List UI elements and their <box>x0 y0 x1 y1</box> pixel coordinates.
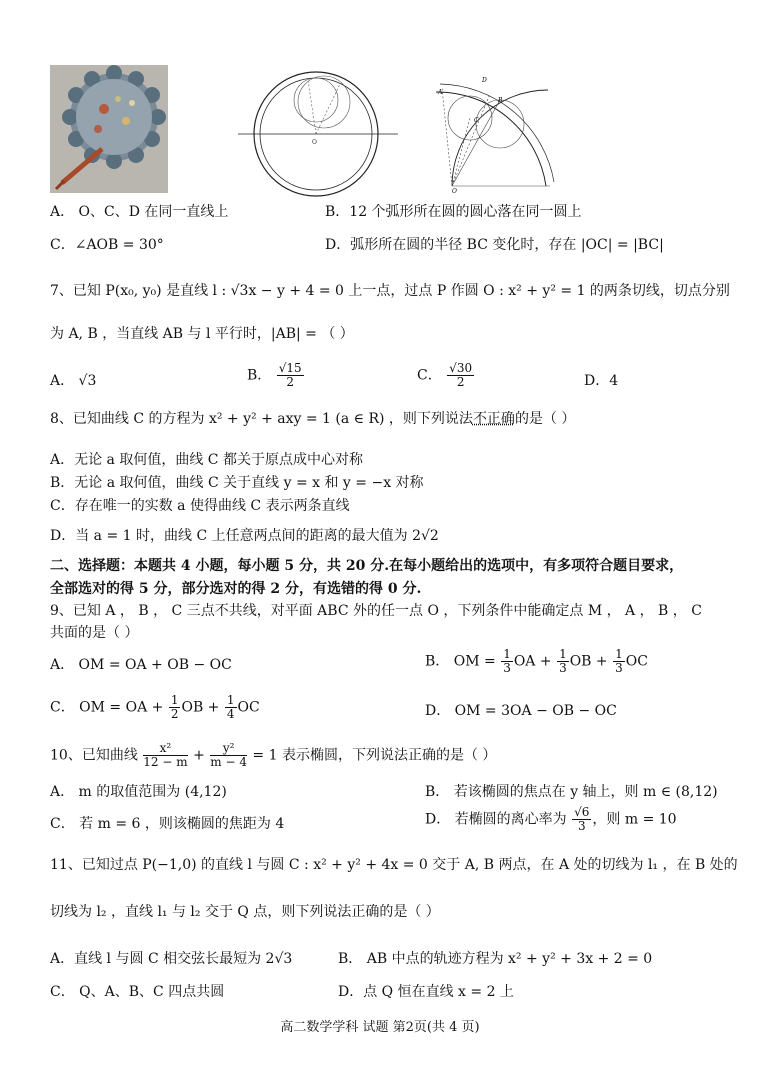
q9-option-a: A． OM = OA + OB − OC <box>50 657 232 673</box>
q11-option-c: C． Q、A、B、C 四点共圆 <box>50 984 225 1000</box>
q10-frac2 <box>210 742 247 769</box>
q7-stem-line1: 7、已知 P(x₀, y₀) 是直线 l : √3x − y + 4 = 0 上一点，过点 P 作圆 O : x² + y² = 1 的两条切线，切点分别 <box>50 283 730 299</box>
q9-c-f2-num: 1 <box>226 693 235 707</box>
q6-option-b: B．12 个弧形所在圆的圆心落在同一圆上 <box>325 204 582 220</box>
q7-option-c <box>417 362 475 389</box>
q8-option-d: D．当 a = 1 时，曲线 C 上任意两点间的距离的最大值为 2√2 <box>50 528 439 544</box>
fig3-label-a: A <box>438 89 443 96</box>
q9-b-f3-den: 3 <box>615 661 623 675</box>
q8-option-b: B．无论 a 取何值，曲线 C 关于直线 y = x 和 y = −x 对称 <box>50 475 424 491</box>
q6-option-a: A． O、C、D 在同一直线上 <box>50 204 229 220</box>
q9-b-f2-num: 1 <box>559 647 567 661</box>
q9-b-frac3 <box>613 648 625 675</box>
q7-option-c-label: C． <box>417 367 442 384</box>
fig2-label-o: O <box>312 139 317 146</box>
q9-c-frac1 <box>169 694 181 721</box>
q10-d-num: √6 <box>574 805 590 819</box>
section2-instructions-line1: 二、选择题：本题共 4 小题，每小题 5 分，共 20 分.在每小题给出的选项中，有多项符合题目要求， <box>50 558 684 574</box>
q8-stem-pre: 8、已知曲线 C 的方程为 x² + y² + axy = 1 (a ∈ R) ，则下列说法 <box>50 411 473 427</box>
q9-option-b <box>425 648 648 675</box>
q10-stem <box>50 742 496 769</box>
q10-d-pre: D． 若椭圆的离心率为 <box>425 811 567 828</box>
q9-b-t3: OC <box>625 653 648 670</box>
q7-c-num: √30 <box>449 361 473 375</box>
q7-stem-line2: 为 A, B ，当直线 AB 与 l 平行时，|AB| = （ ） <box>50 326 354 342</box>
fig3-label-o: O <box>452 188 457 194</box>
q9-b-frac2 <box>557 648 569 675</box>
q11-option-a: A．直线 l 与圆 C 相交弦长最短为 2√3 <box>50 951 293 967</box>
q8-stem-post: 的是（ ） <box>514 411 576 427</box>
q9-c-frac2 <box>225 694 237 721</box>
q7-b-num: √15 <box>278 361 302 375</box>
arc-diagram <box>430 72 555 194</box>
q10-option-c: C． 若 m = 6 ，则该椭圆的焦距为 4 <box>50 816 285 832</box>
q10-pre: 10、已知曲线 <box>50 747 138 764</box>
fan-photo <box>50 65 168 193</box>
section2-instructions-line2: 全部选对的得 5 分，部分选对的得 2 分，有选错的得 0 分. <box>50 581 422 597</box>
q10-plus: + <box>193 747 205 764</box>
q6-option-d: D．弧形所在圆的半径 BC 变化时，存在 |OC| = |BC| <box>325 237 664 253</box>
q9-b-t2: OB + <box>569 653 608 670</box>
q7-option-b-fraction <box>277 362 304 389</box>
q11-option-b: B． AB 中点的轨迹方程为 x² + y² + 3x + 2 = 0 <box>338 951 653 967</box>
q9-b-pre: B． OM = <box>425 653 496 670</box>
q10-f2-den: m − 4 <box>210 755 247 769</box>
q7-option-d: D．4 <box>584 373 619 389</box>
q11-stem-line2: 切线为 l₂ ，直线 l₁ 与 l₂ 交于 Q 点，则下列说法正确的是（ ） <box>50 904 440 920</box>
q7-option-c-fraction <box>447 362 474 389</box>
q9-b-f2-den: 3 <box>559 661 567 675</box>
q7-b-den: 2 <box>286 375 295 389</box>
q10-frac1 <box>143 742 187 769</box>
fig3-label-c: C <box>474 117 479 124</box>
q9-b-t1: OA + <box>513 653 552 670</box>
q9-b-f3-num: 1 <box>615 647 623 661</box>
q7-option-b-label: B． <box>247 367 272 384</box>
q7-option-b <box>247 362 305 389</box>
q10-f1-den: 12 − m <box>143 755 188 769</box>
q10-f1-num: x² <box>143 742 187 756</box>
q8-option-c: C．存在唯一的实数 a 使得曲线 C 表示两条直线 <box>50 498 350 514</box>
q9-option-d: D． OM = 3OA − OB − OC <box>425 703 617 719</box>
q9-option-c <box>50 694 260 721</box>
q10-d-post: ，则 m = 10 <box>592 811 677 828</box>
q11-stem-line1: 11、已知过点 P(−1,0) 的直线 l 与圆 C : x² + y² + 4x = 0 交于 A, B 两点，在 A 处的切线为 l₁ ，在 B 处的 <box>50 857 738 873</box>
q9-b-f1-num: 1 <box>503 647 511 661</box>
q10-f2-num: y² <box>210 742 247 756</box>
q9-b-f1-den: 3 <box>503 661 511 675</box>
q10-d-frac <box>572 806 591 833</box>
fig3-label-d: D <box>482 77 487 84</box>
q9-c-pre: C． OM = OA + <box>50 699 164 716</box>
q10-post: = 1 表示椭圆，下列说法正确的是（ ） <box>252 747 497 764</box>
q7-option-a: A． √3 <box>50 373 97 389</box>
q11-option-d: D．点 Q 恒在直线 x = 2 上 <box>338 984 514 1000</box>
q9-b-frac1 <box>501 648 513 675</box>
q9-c-f2-den: 4 <box>226 707 235 721</box>
q9-stem-line2: 共面的是（ ） <box>50 625 139 641</box>
q8-stem <box>50 410 575 428</box>
circle-diagram <box>238 68 398 198</box>
page-footer: 高二数学学科 试题 第2页(共 4 页) <box>280 1020 480 1035</box>
q9-c-f1-den: 2 <box>170 707 179 721</box>
fig3-label-b: B <box>498 97 503 104</box>
q9-c-t2: OC <box>237 699 260 716</box>
q8-option-a: A．无论 a 取何值，曲线 C 都关于原点成中心对称 <box>50 452 363 468</box>
q10-d-den: 3 <box>577 819 586 833</box>
q9-c-t1: OB + <box>181 699 220 716</box>
q6-option-c: C．∠AOB = 30° <box>50 237 164 253</box>
q9-stem-line1: 9、已知 A ， B ， C 三点不共线，对平面 ABC 外的任一点 O ，下列条件中能确定点 M ， A ， B ， C <box>50 603 702 619</box>
q7-c-den: 2 <box>456 375 465 389</box>
q9-c-f1-num: 1 <box>170 693 179 707</box>
q10-option-a: A． m 的取值范围为 (4,12) <box>50 784 227 800</box>
q10-option-d <box>425 806 677 833</box>
q8-stem-emphasis: 不正确 <box>472 411 515 427</box>
q10-option-b: B． 若该椭圆的焦点在 y 轴上，则 m ∈ (8,12) <box>425 784 718 800</box>
